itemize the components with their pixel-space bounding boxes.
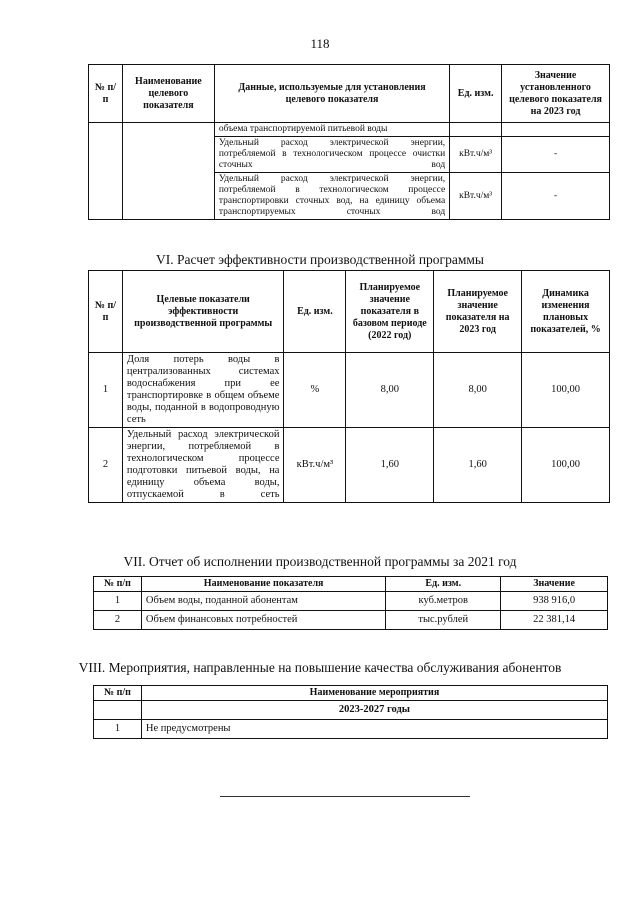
table-row bbox=[94, 611, 608, 630]
efficiency-table bbox=[88, 270, 610, 503]
measures-table bbox=[93, 685, 608, 739]
num-cell: 1 bbox=[94, 592, 142, 611]
unit-cell: кВт.ч/м³ bbox=[450, 173, 502, 220]
indicator-name-cell: Объем финансовых потребностей bbox=[141, 611, 385, 630]
num-cell: 2 bbox=[94, 611, 142, 630]
header-data-used: Данные, используемые для установления целевого показателя bbox=[214, 65, 449, 123]
plan-value-cell: 1,60 bbox=[434, 428, 522, 503]
value-cell: 22 381,14 bbox=[501, 611, 608, 630]
plan-value-cell: 8,00 bbox=[434, 353, 522, 428]
num-cell bbox=[89, 123, 123, 220]
table-header-row bbox=[89, 271, 610, 353]
header-num: № п/п bbox=[89, 271, 123, 353]
section-7-title: VII. Отчет об исполнении производственной программы за 2021 год bbox=[123, 554, 517, 569]
unit-cell: тыс.рублей bbox=[386, 611, 501, 630]
indicator-name-cell bbox=[122, 123, 214, 220]
num-cell: 1 bbox=[94, 720, 142, 739]
report-table bbox=[93, 576, 608, 630]
header-indicator-name: Наименование показателя bbox=[141, 577, 385, 592]
unit-cell: кВт.ч/м³ bbox=[450, 137, 502, 173]
header-indicators: Целевые показатели эффективности производственной программы bbox=[122, 271, 284, 353]
period-cell: 2023-2027 годы bbox=[141, 701, 607, 720]
unit-cell bbox=[450, 123, 502, 137]
target-indicators-table bbox=[88, 64, 610, 220]
table-row bbox=[89, 428, 610, 503]
data-text-cell: Удельный расход электрической энергии, потребляемой в технологическом процессе очистки сточных вод bbox=[214, 137, 449, 173]
table-row bbox=[94, 592, 608, 611]
base-value-cell: 8,00 bbox=[346, 353, 434, 428]
header-indicator-name: Наименование целевого показателя bbox=[122, 65, 214, 123]
period-row bbox=[94, 701, 608, 720]
indicator-name-cell: Удельный расход электрической энергии, потребляемой в технологическом процессе подготовки питьевой воды, на единицу объема воды, отпускаемой в сеть bbox=[122, 428, 284, 503]
footer-divider bbox=[220, 796, 470, 797]
value-cell: 938 916,0 bbox=[501, 592, 608, 611]
section-8-title: VIII. Мероприятия, направленные на повышение качества обслуживания абонентов bbox=[78, 660, 562, 675]
header-num: № п/п bbox=[94, 577, 142, 592]
unit-cell: кВт.ч/м³ bbox=[284, 428, 346, 503]
header-target-value: Значение установленного целевого показателя на 2023 год bbox=[502, 65, 610, 123]
period-empty-cell bbox=[94, 701, 142, 720]
header-base-period: Планируемое значение показателя в базовом периоде (2022 год) bbox=[346, 271, 434, 353]
header-unit: Ед. изм. bbox=[284, 271, 346, 353]
header-dynamics: Динамика изменения плановых показателей, % bbox=[522, 271, 610, 353]
base-value-cell: 1,60 bbox=[346, 428, 434, 503]
dynamics-cell: 100,00 bbox=[522, 428, 610, 503]
header-value: Значение bbox=[501, 577, 608, 592]
measure-name-cell: Не предусмотрены bbox=[141, 720, 607, 739]
dynamics-cell: 100,00 bbox=[522, 353, 610, 428]
table-header-row bbox=[89, 65, 610, 123]
header-num: № п/п bbox=[94, 686, 142, 701]
header-unit: Ед. изм. bbox=[386, 577, 501, 592]
table-header-row bbox=[94, 686, 608, 701]
table-row bbox=[89, 123, 610, 137]
header-unit: Ед. изм. bbox=[450, 65, 502, 123]
table-row bbox=[89, 353, 610, 428]
unit-cell: куб.метров bbox=[386, 592, 501, 611]
value-cell bbox=[502, 123, 610, 137]
table-row bbox=[94, 720, 608, 739]
header-plan-2023: Планируемое значение показателя на 2023 год bbox=[434, 271, 522, 353]
num-cell: 1 bbox=[89, 353, 123, 428]
page-number: 118 bbox=[310, 36, 330, 51]
indicator-name-cell: Доля потерь воды в централизованных системах водоснабжения при ее транспортировке в общем объеме воды, поданной в водопроводную сеть bbox=[122, 353, 284, 428]
num-cell: 2 bbox=[89, 428, 123, 503]
header-num: № п/п bbox=[89, 65, 123, 123]
section-6-title: VI. Расчет эффективности производственной программы bbox=[155, 252, 484, 267]
data-text-cell: объема транспортируемой питьевой воды bbox=[214, 123, 449, 137]
table-header-row bbox=[94, 577, 608, 592]
value-cell: - bbox=[502, 173, 610, 220]
data-text-cell: Удельный расход электрической энергии, потребляемой в технологическом процессе транспортировки сточных вод, на единицу объема транспортируемых сточных вод bbox=[214, 173, 449, 220]
indicator-name-cell: Объем воды, поданной абонентам bbox=[141, 592, 385, 611]
value-cell: - bbox=[502, 137, 610, 173]
header-measure-name: Наименование мероприятия bbox=[141, 686, 607, 701]
unit-cell: % bbox=[284, 353, 346, 428]
